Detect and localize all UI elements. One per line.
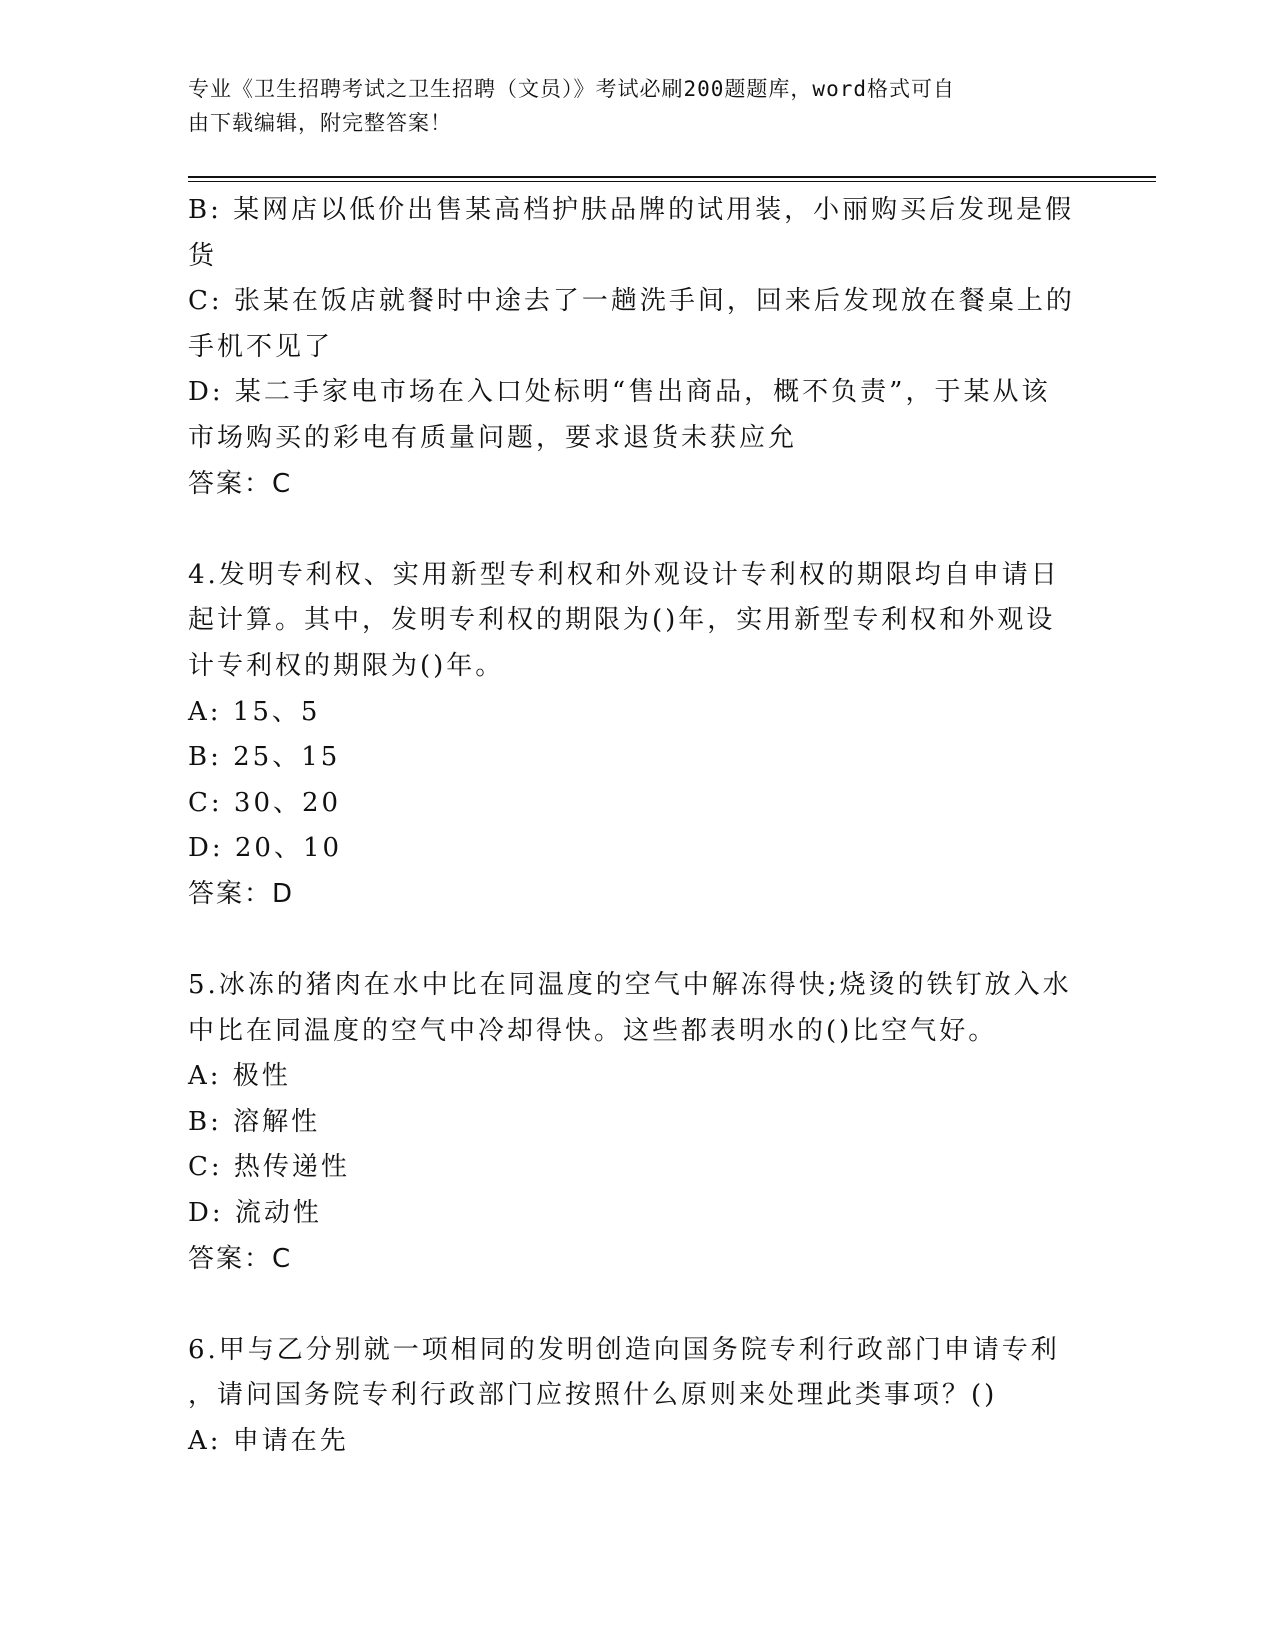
- option-c-line: C: 张某在饭店就餐时中途去了一趟洗手间，回来后发现放在餐桌上的: [188, 286, 1075, 317]
- option-b-line: B: 某网店以低价出售某高档护肤品牌的试用装，小丽购买后发现是假: [188, 195, 1075, 225]
- option-c: C: 热传递性: [188, 1152, 350, 1183]
- question-stem-line: 5.冰冻的猪肉在水中比在同温度的空气中解冻得快;烧烫的铁钉放入水: [188, 970, 1072, 1001]
- question-stem-line: 6.甲与乙分别就一项相同的发明创造向国务院专利行政部门申请专利: [188, 1334, 1060, 1365]
- header-title-line: 专业《卫生招聘考试之卫生招聘（文员）》考试必刷200题题库，word格式可自: [188, 77, 955, 101]
- option-a: A: 15、5: [188, 696, 321, 727]
- question-stem-line: 计专利权的期限为()年。: [188, 650, 505, 681]
- option-b: B: 溶解性: [188, 1106, 321, 1137]
- option-d-line: 市场购买的彩电有质量问题，要求退货未获应允: [188, 422, 798, 453]
- question-6: [188, 1328, 1088, 1465]
- spacer: [188, 918, 1088, 964]
- option-b: B: 25、15: [188, 742, 341, 773]
- question-stem-line: 4.发明专利权、实用新型专利权和外观设计专利权的期限均自申请日: [188, 559, 1060, 590]
- answer-line: 答案：C: [188, 1243, 293, 1274]
- header-rule-thin: [188, 181, 1156, 182]
- question-stem-line: 中比在同温度的空气中冷却得快。这些都表明水的()比空气好。: [188, 1015, 998, 1046]
- document-header: [188, 72, 1068, 140]
- option-c-line: 手机不见了: [188, 331, 334, 362]
- answer-line: 答案：C: [188, 468, 293, 499]
- document-body: [188, 188, 1088, 1465]
- header-subtitle-line: 由下载编辑，附完整答案！: [188, 111, 452, 135]
- answer-line: 答案：D: [188, 878, 295, 909]
- option-c: C: 30、20: [188, 787, 342, 818]
- option-d: D: 流动性: [188, 1198, 322, 1229]
- spacer: [188, 1282, 1088, 1328]
- question-stem-line: 起计算。其中，发明专利权的期限为()年，实用新型专利权和外观设: [188, 605, 1056, 636]
- spacer: [188, 507, 1088, 553]
- option-d: D: 20、10: [188, 833, 343, 864]
- option-d-line: D: 某二手家电市场在入口处标明“售出商品，概不负责”，于某从该: [188, 377, 1051, 408]
- question-5: [188, 963, 1088, 1282]
- option-b-line: 货: [188, 240, 218, 271]
- question-4: [188, 553, 1088, 918]
- header-rule-thick: [188, 176, 1156, 178]
- question-3-tail: [188, 188, 1088, 507]
- option-a: A: 极性: [188, 1061, 291, 1092]
- question-stem-line: ，请问国务院专利行政部门应按照什么原则来处理此类事项？(): [188, 1380, 998, 1411]
- option-a: A: 申请在先: [188, 1426, 349, 1457]
